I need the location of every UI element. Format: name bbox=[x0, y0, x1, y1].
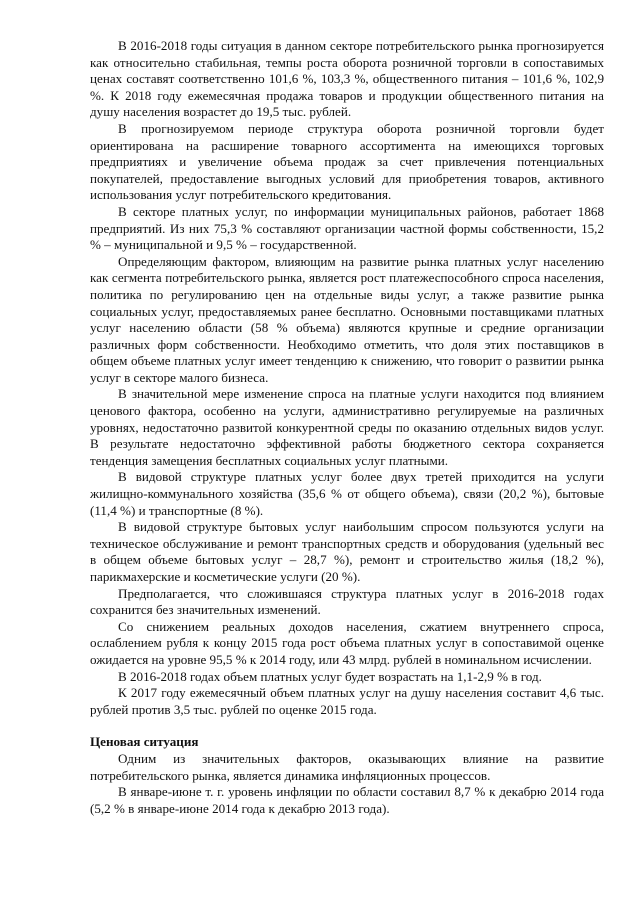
paragraph-per-capita: К 2017 году ежемесячный объем платных услуг на душу населения составит 4,6 тыс. рублей против 3,5 тыс. рублей по оценке 2015 года. bbox=[90, 685, 604, 717]
paragraph-inflation-factor: Одним из значительных факторов, оказывающих влияние на развитие потребительского рынка, является динамика инфляционных процессов. bbox=[90, 750, 604, 783]
paragraph-inflation-level: В январе-июне т. г. уровень инфляции по области составил 8,7 % к декабрю 2014 года (5,2 % в январе-июне 2014 года к декабрю 2013 года). bbox=[90, 784, 604, 816]
paragraph-services-structure: В видовой структуре платных услуг более двух третей приходится на услуги жилищно-коммунального хозяйства (35,6 % от общего объема), связи (20,2 %), бытовые (11,4 %) и транспортные (8 %). bbox=[90, 469, 604, 518]
paragraph-determining-factor: Определяющим фактором, влияющим на развитие рынка платных услуг населению как сегмента потребительского рынка, является рост платежеспособного спроса населения, политика по регулированию цен на отдельные виды услуг, а также развитие рынка социальных услуг, предоставляемых ранее бесплатно. Основными поставщиками платных услуг населению области (58 % объема) являются крупные и средние организации различных форм собственности. Необходимо отметить, что доля этих поставщиков в общем объеме платных услуг имеет тенденцию к снижению, что говорит о развитии рынка услуг в секторе малого бизнеса. bbox=[90, 253, 604, 385]
paragraph-paid-services-enterprises: В секторе платных услуг, по информации муниципальных районов, работает 1868 предприятий. Из них 75,3 % составляют организации частной формы собственности, 15,2 % – муниципальной и 9,5 % – государственной. bbox=[90, 203, 604, 253]
paragraph-price-factor: В значительной мере изменение спроса на платные услуги находится под влиянием ценового фактора, особенно на услуги, административно регулируемые на различных уровнях, недостаточно развитой конкурентной среды по оказанию отдельных видов услуг. В результате недостаточно эффективной работы бюджетного сектора сохраняется тенденция замещения бесплатных социальных услуг платными. bbox=[90, 386, 604, 468]
paragraph-retail-forecast: В 2016-2018 годы ситуация в данном секторе потребительского рынка прогнозируется как относительно стабильная, темпы роста оборота розничной торговли в сопоставимых ценах составят соответственно 101,6 %, 103,3 %, общественного питания – 101,6 %, 102,9 %. К 2018 году ежемесячная продажа товаров и продукции общественного питания на душу населения возрастет до 19,5 тыс. рублей. bbox=[90, 38, 604, 120]
paragraph-income-decline: Со снижением реальных доходов населения, сжатием внутреннего спроса, ослаблением рубля к концу 2015 года рост объема платных услуг в сопоставимой оценке ожидается на уровне 95,5 % к 2014 году, или 43 млрд. рублей в номинальном исчислении. bbox=[90, 618, 604, 667]
paragraph-growth-rate: В 2016-2018 годах объем платных услуг будет возрастать на 1,1-2,9 % в год. bbox=[118, 668, 542, 684]
paragraph-household-services: В видовой структуре бытовых услуг наибольшим спросом пользуются услуги на техническое обслуживание и ремонт транспортных средств и оборудования (удельный вес в общем объеме бытовых услуг – 28,7 %), ремонт и строительство жилья (18,2 %), парикмахерские и косметические услуги (20 %). bbox=[90, 519, 604, 584]
paragraph-structure-stable: Предполагается, что сложившаяся структура платных услуг в 2016-2018 годах сохранится без значительных изменений. bbox=[90, 585, 604, 618]
section-heading-price: Ценовая ситуация bbox=[90, 734, 199, 750]
paragraph-retail-structure: В прогнозируемом периоде структура оборота розничной торговли будет ориентирована на расширение товарного ассортимента на имеющихся торговых предприятиях и увеличение объема продаж за счет привлечения потенциальных покупателей, предоставление выгодных условий для приобретения товаров, активного использования услуг потребительского кредитования. bbox=[90, 120, 604, 203]
section-spacer bbox=[90, 718, 604, 734]
